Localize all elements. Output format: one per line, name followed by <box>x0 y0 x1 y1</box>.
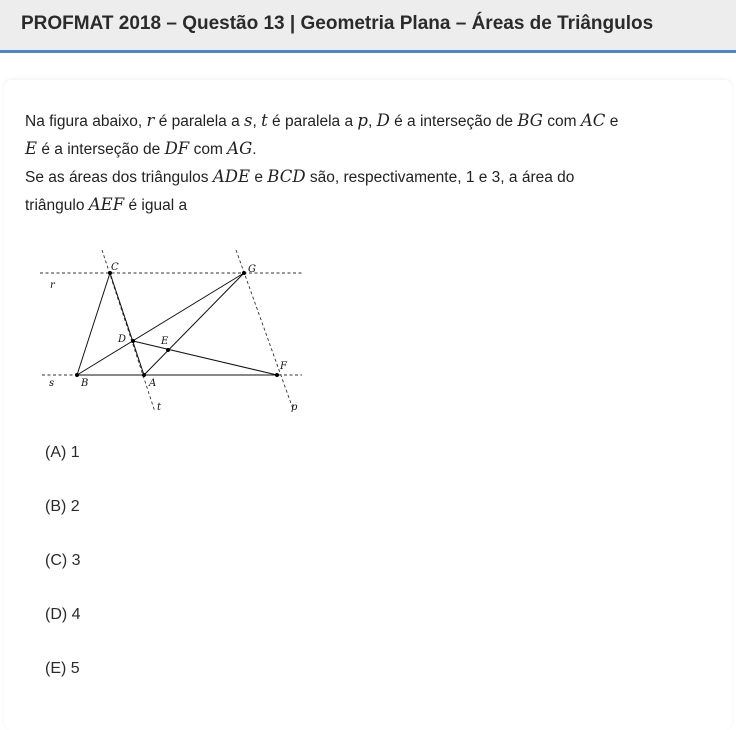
point-a <box>142 373 146 377</box>
geometry-figure <box>30 242 310 417</box>
point-e <box>166 348 170 352</box>
option-b[interactable]: (B) 2 <box>45 498 80 515</box>
segment-bc <box>77 273 110 375</box>
statement-line-4: triângulo AEF é igual a <box>25 195 188 214</box>
label-c: C <box>111 262 119 273</box>
page-title: PROFMAT 2018 – Questão 13 | Geometria Plana – Áreas de Triângulos <box>21 13 654 34</box>
segment-ca <box>110 273 144 375</box>
point-b <box>75 373 79 377</box>
question-statement <box>25 107 715 219</box>
label-a: A <box>149 378 157 389</box>
statement-line-1: Na figura abaixo, r é paralela a s, t é paralela a p, D é a interseção de BG com AC e <box>25 111 619 130</box>
option-a[interactable]: (A) 1 <box>45 444 80 461</box>
point-f <box>275 373 279 377</box>
label-g: G <box>248 264 256 275</box>
option-c[interactable]: (C) 3 <box>45 552 81 569</box>
option-d[interactable]: (D) 4 <box>45 606 81 623</box>
statement-line-2: E é a interseção de DF com AG. <box>25 139 257 158</box>
label-t: t <box>157 402 162 413</box>
label-s: s <box>49 378 55 389</box>
point-d <box>131 339 135 343</box>
label-p: p <box>291 402 298 413</box>
label-f: F <box>280 361 287 372</box>
label-b: B <box>81 378 89 389</box>
segment-bg <box>77 273 244 375</box>
segment-df <box>133 341 277 375</box>
label-e: E <box>161 336 169 347</box>
segment-ag <box>144 273 244 375</box>
page-header <box>0 0 736 53</box>
point-g <box>242 271 246 275</box>
label-d: D <box>118 334 127 345</box>
statement-line-3: Se as áreas dos triângulos ADE e BCD são, respectivamente, 1 e 3, a área do <box>25 167 575 186</box>
option-e[interactable]: (E) 5 <box>45 660 80 677</box>
label-r: r <box>50 280 55 291</box>
